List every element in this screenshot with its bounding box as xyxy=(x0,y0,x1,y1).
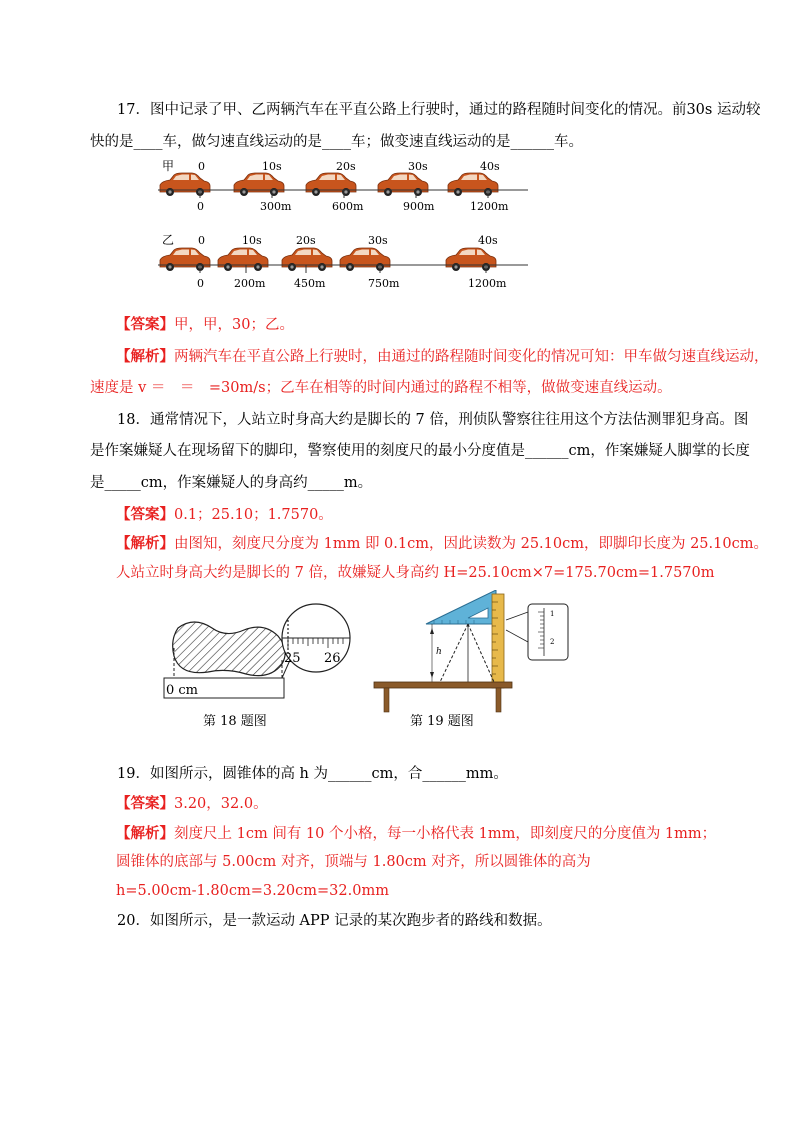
jia-time-10: 10s xyxy=(262,160,282,173)
answer-tag: 【答案】 xyxy=(116,795,174,812)
yi-dist-750: 750m xyxy=(368,277,400,290)
ruler-zero-label: 0 cm xyxy=(166,683,199,698)
zoom-callout xyxy=(528,604,568,660)
analysis-text: 两辆汽车在平直公路上行驶时，由通过的路程随时间变化的情况可知：甲车做匀速直线运动， xyxy=(174,349,769,365)
q19-analysis3: h=5.00cm-1.80cm=3.20cm=32.0mm xyxy=(116,883,389,899)
yi-dist-450: 450m xyxy=(294,277,326,290)
footprint-shape xyxy=(173,622,286,676)
answer-text: 3.20，32.0。 xyxy=(174,796,268,812)
answer-tag: 【答案】 xyxy=(116,316,174,333)
callout-scale-2: 2 xyxy=(550,638,555,646)
yi-car-10 xyxy=(218,248,268,271)
jia-dist-0: 0 xyxy=(197,200,204,213)
yi-car-40 xyxy=(446,248,496,271)
yi-car-0 xyxy=(160,248,210,271)
q18-line3: 是_____cm，作案嫌疑人的身高约_____m。 xyxy=(90,475,373,491)
jia-car-20 xyxy=(306,173,356,196)
jia-car-40 xyxy=(448,173,498,196)
yi-time-20: 20s xyxy=(296,234,316,247)
jia-time-30: 30s xyxy=(408,160,428,173)
q18-analysis2: 人站立时身高大约是脚长的 7 倍，故嫌疑人身高约 H=25.10cm×7=175.70cm=1.7570m xyxy=(116,565,715,581)
fig19-caption: 第 19 题图 xyxy=(410,714,474,729)
jia-time-40: 40s xyxy=(480,160,500,173)
jia-label: 甲 xyxy=(162,159,175,173)
jia-car-30 xyxy=(378,173,428,196)
q18-answer xyxy=(116,505,333,525)
yi-dist-1200: 1200m xyxy=(468,277,507,290)
footprint-figure xyxy=(160,598,360,728)
q19-answer xyxy=(116,794,268,814)
q17-analysis1 xyxy=(116,347,769,367)
q17-analysis2: 速度是 v ＝ ＝ =30m/s；乙车在相等的时间内通过的路程不相等，做做变速直线运动。 xyxy=(90,380,672,396)
q20-line1: 20．如图所示，是一款运动 APP 记录的某次跑步者的路线和数据。 xyxy=(117,913,552,929)
q19-line1: 19．如图所示，圆锥体的高 h 为______cm，合______mm。 xyxy=(117,766,508,782)
yi-dist-0: 0 xyxy=(197,277,204,290)
yi-car-30 xyxy=(340,248,390,271)
analysis-tag: 【解析】 xyxy=(116,348,174,365)
jia-time-0: 0 xyxy=(198,160,205,173)
analysis-text: 刻度尺上 1cm 间有 10 个小格，每一小格代表 1mm，即刻度尺的分度值为 1mm； xyxy=(174,826,717,842)
magnifier-26: 26 xyxy=(324,651,341,666)
cone-figure xyxy=(370,590,580,718)
analysis-tag: 【解析】 xyxy=(116,825,174,842)
height-h-label: h xyxy=(436,647,442,657)
q17-line2: 快的是____车，做匀速直线运动的是____车；做变速直线运动的是______车。 xyxy=(90,134,583,150)
q18-analysis1 xyxy=(116,534,768,554)
jia-dist-1200: 1200m xyxy=(470,200,509,213)
jia-dist-300: 300m xyxy=(260,200,292,213)
yi-time-30: 30s xyxy=(368,234,388,247)
jia-dist-900: 900m xyxy=(403,200,435,213)
answer-text: 甲，甲，30；乙。 xyxy=(174,317,294,333)
answer-text: 0.1；25.10；1.7570。 xyxy=(174,507,333,523)
q17-answer xyxy=(116,315,294,335)
jia-car-10 xyxy=(234,173,284,196)
analysis-text: 由图知，刻度尺分度为 1mm 即 0.1cm，因此读数为 25.10cm，即脚印长度为 25.10cm。 xyxy=(174,536,768,552)
jia-time-20: 20s xyxy=(336,160,356,173)
magnifier-25: 25 xyxy=(284,651,301,666)
yi-label: 乙 xyxy=(162,233,175,247)
yi-time-0: 0 xyxy=(198,234,205,247)
q17-line1: 17．图中记录了甲、乙两辆汽车在平直公路上行驶时，通过的路程随时间变化的情况。前30s 运动较 xyxy=(117,102,761,118)
q18-line2: 是作案嫌疑人在现场留下的脚印，警察使用的刻度尺的最小分度值是______cm，作案嫌疑人脚掌的长度 xyxy=(90,443,750,459)
q18-line1: 18．通常情况下，人站立时身高大约是脚长的 7 倍，刑侦队警察往往用这个方法估测罪犯身高。图 xyxy=(117,412,749,428)
set-square xyxy=(426,590,496,624)
q19-analysis1 xyxy=(116,824,716,844)
yi-dist-200: 200m xyxy=(234,277,266,290)
yi-time-10: 10s xyxy=(242,234,262,247)
yi-time-40: 40s xyxy=(478,234,498,247)
fig18-caption: 第 18 题图 xyxy=(203,714,267,729)
answer-tag: 【答案】 xyxy=(116,506,174,523)
q19-analysis2: 圆锥体的底部与 5.00cm 对齐，顶端与 1.80cm 对齐，所以圆锥体的高为 xyxy=(116,854,591,870)
yi-car-20 xyxy=(282,248,332,271)
jia-dist-600: 600m xyxy=(332,200,364,213)
car-motion-figure xyxy=(150,150,530,295)
jia-car-0 xyxy=(160,173,210,196)
analysis-tag: 【解析】 xyxy=(116,535,174,552)
callout-scale-1: 1 xyxy=(550,610,555,618)
table-top xyxy=(374,682,512,688)
